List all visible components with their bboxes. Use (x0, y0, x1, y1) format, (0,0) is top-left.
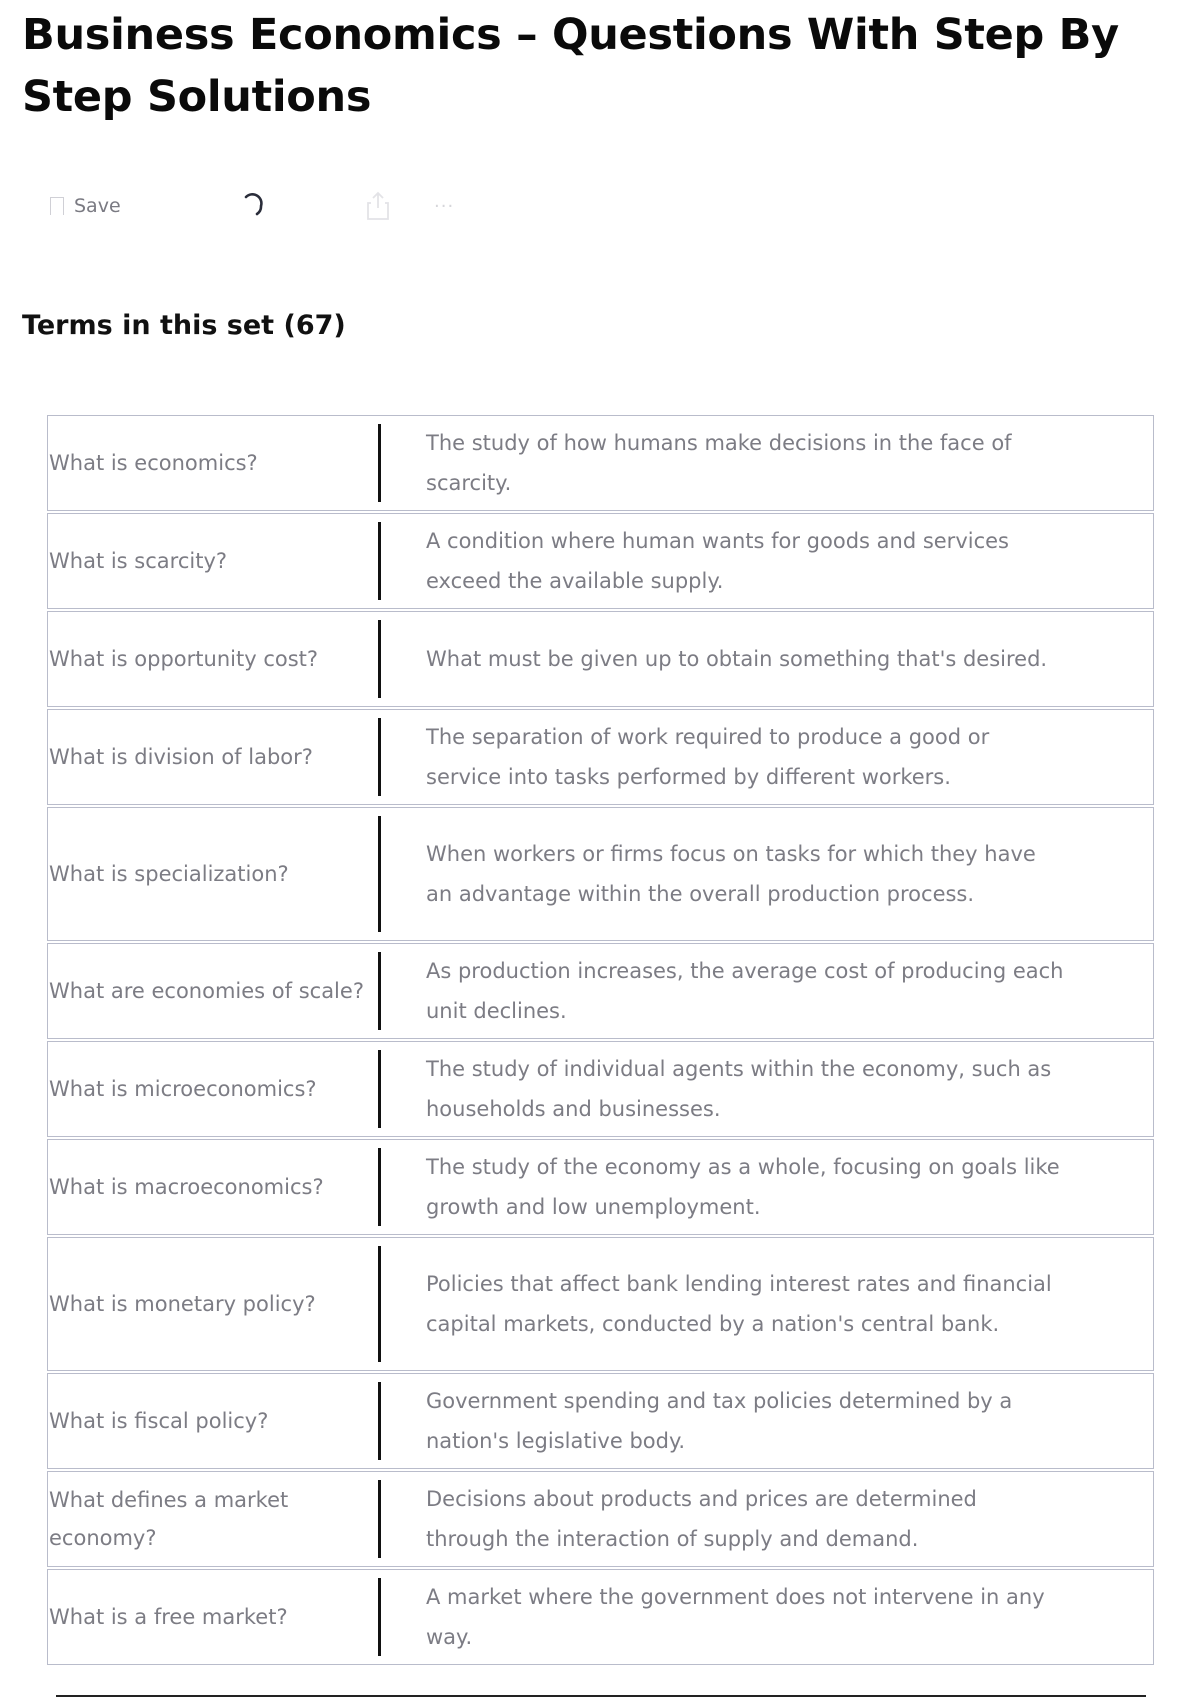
term-question: What is division of labor? (49, 745, 313, 769)
save-label: Save (74, 195, 121, 217)
term-answer: What must be given up to obtain something that's desired. (426, 647, 1048, 671)
term-row[interactable] (47, 415, 1154, 511)
term-divider (378, 1148, 381, 1226)
term-question: What is specialization? (49, 862, 289, 886)
more-icon: ··· (434, 195, 455, 217)
page-title: Business Economics – Questions With Step By Step Solutions (22, 10, 1119, 122)
term-divider (378, 1246, 381, 1362)
term-divider (378, 620, 381, 698)
term-question: What is fiscal policy? (49, 1409, 269, 1433)
term-divider (378, 1578, 381, 1656)
term-row[interactable] (47, 1373, 1154, 1469)
term-question: What defines a market economy? (49, 1488, 289, 1550)
term-row[interactable] (47, 1471, 1154, 1567)
term-divider (378, 1480, 381, 1558)
term-row[interactable] (47, 1569, 1154, 1665)
term-answer: Decisions about products and prices are determined through the interaction of supply and demand. (426, 1487, 977, 1551)
term-answer: The separation of work required to produce a good or service into tasks performed by different workers. (426, 725, 990, 789)
term-question: What is economics? (49, 451, 258, 475)
save-button[interactable] (50, 188, 121, 224)
term-answer: When workers or firms focus on tasks for which they have an advantage within the overall production process. (426, 842, 1036, 906)
term-row[interactable] (47, 1139, 1154, 1235)
term-row[interactable] (47, 513, 1154, 609)
term-divider (378, 952, 381, 1030)
toolbar (50, 188, 550, 224)
term-divider (378, 522, 381, 600)
term-divider (378, 718, 381, 796)
term-answer: The study of individual agents within the economy, such as households and businesses. (426, 1057, 1052, 1121)
term-question: What is monetary policy? (49, 1292, 316, 1316)
term-question: What is microeconomics? (49, 1077, 317, 1101)
bookmark-icon (50, 197, 64, 215)
more-button[interactable] (434, 188, 454, 224)
term-divider (378, 1382, 381, 1460)
spinner-icon (240, 188, 266, 224)
share-button[interactable] (365, 188, 391, 224)
term-row[interactable] (47, 807, 1154, 941)
term-answer: The study of the economy as a whole, focusing on goals like growth and low unemployment. (426, 1155, 1060, 1219)
term-row[interactable] (47, 611, 1154, 707)
share-icon (365, 190, 391, 222)
term-answer: The study of how humans make decisions in the face of scarcity. (426, 431, 1012, 495)
term-question: What are economies of scale? (49, 979, 364, 1003)
term-question: What is macroeconomics? (49, 1175, 324, 1199)
term-answer: A market where the government does not intervene in any way. (426, 1585, 1045, 1649)
term-divider (378, 1050, 381, 1128)
term-question: What is a free market? (49, 1605, 288, 1629)
term-row[interactable] (47, 709, 1154, 805)
term-row[interactable] (47, 1237, 1154, 1371)
term-answer: Policies that affect bank lending interest rates and financial capital markets, conducted by a nation's central bank. (426, 1272, 1052, 1336)
term-question: What is scarcity? (49, 549, 228, 573)
term-row[interactable] (47, 943, 1154, 1039)
bottom-divider (56, 1695, 1146, 1697)
term-row[interactable] (47, 1041, 1154, 1137)
terms-heading: Terms in this set (67) (22, 310, 346, 341)
term-answer: A condition where human wants for goods and services exceed the available supply. (426, 529, 1009, 593)
term-divider (378, 816, 381, 932)
terms-list (47, 415, 1154, 1667)
term-answer: Government spending and tax policies determined by a nation's legislative body. (426, 1389, 1013, 1453)
term-answer: As production increases, the average cost of producing each unit declines. (426, 959, 1064, 1023)
term-question: What is opportunity cost? (49, 647, 319, 671)
term-divider (378, 424, 381, 502)
